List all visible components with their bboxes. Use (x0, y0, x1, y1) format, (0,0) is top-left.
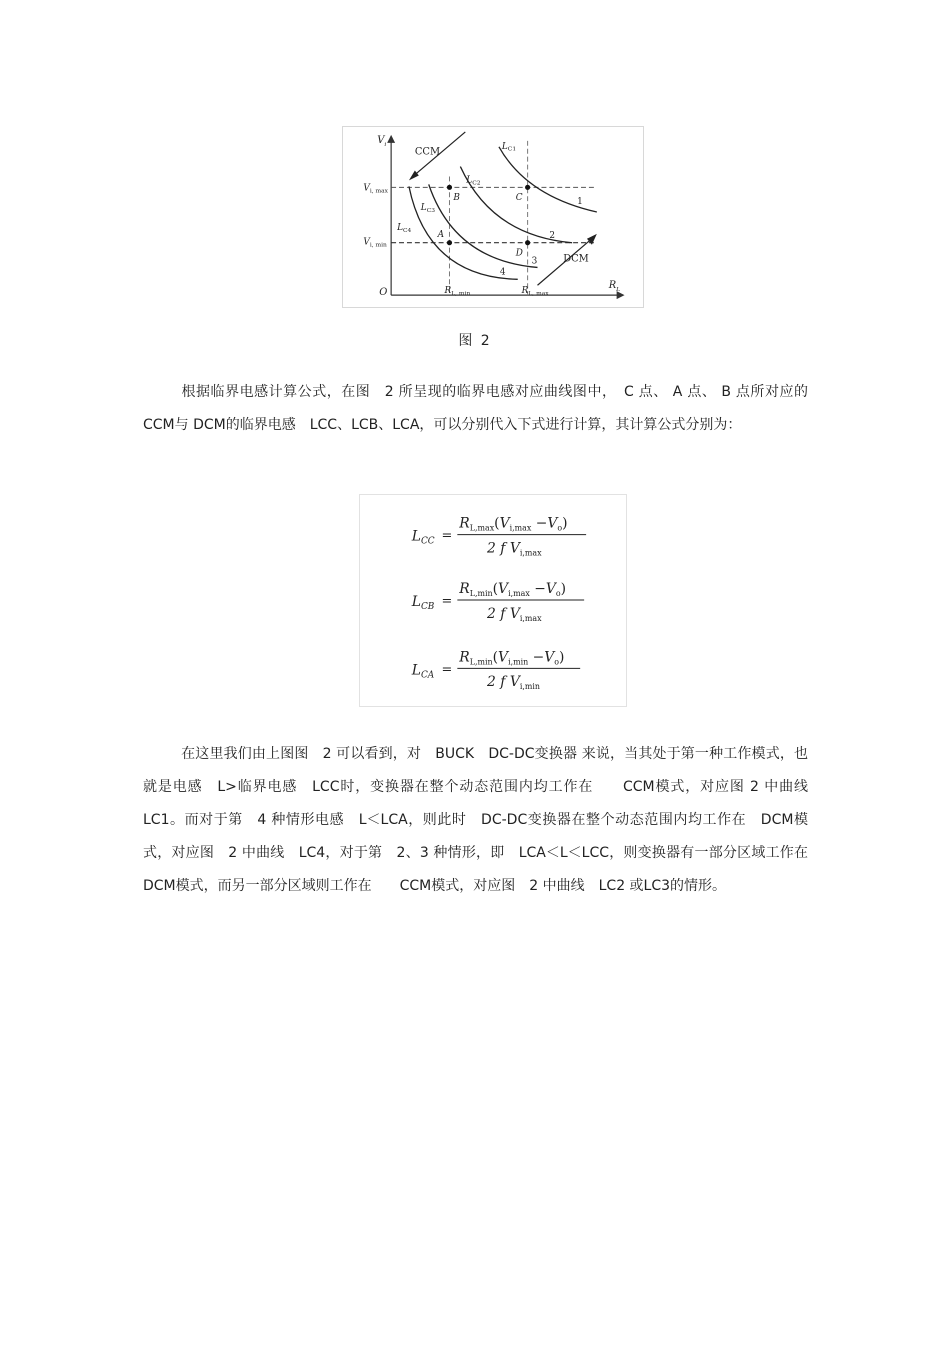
lhs-sub: CA (420, 670, 435, 681)
svg-text:LCB (411, 594, 435, 612)
point-d (525, 240, 530, 245)
vimax-label: V (363, 183, 370, 194)
paragraph-1-text: 根据临界电感计算公式，在图 2 所呈现的临界电感对应曲线图中， C 点、 A 点、 B 点所对应的 CCM与 DCM的临界电感 LCC、LCB、LCA，可以分别代入下式进行计算，其计算公式分别为： (143, 384, 808, 433)
rlmin-label: R (444, 286, 452, 297)
paragraph-2 (143, 738, 836, 903)
den-sub: i,max (519, 548, 542, 558)
point-b (447, 185, 452, 190)
lc2-label-sub: C2 (472, 179, 481, 187)
svg-text:Vi (377, 135, 386, 148)
svg-text:LCC (411, 529, 435, 547)
formula-block (359, 494, 627, 707)
rlmax-label-sub: L, max (528, 290, 549, 298)
den: 2 f V (487, 605, 520, 622)
den: 2 f V (487, 540, 520, 557)
svg-text:RL,min(Vi,max −Vo): $R_{L,min}(V_{i,max} -V_o)$ (459, 581, 567, 599)
lc4-label: L (397, 222, 403, 233)
num-r-sub: L,max (469, 523, 495, 533)
paragraph-2-text: 在这里我们由上图图 2 可以看到，对 BUCK DC-DC变换器 来说，当其处于第一种工作模式，也就是电感 L>临界电感 LCC时，变换器在整个动态范围内均工作在 CCM模式，对应图 2 中曲线 LC1。而对于第 4 种情形电感 L＜LCA，则此时 DC-DC变换器在整个动态范围内均工作在 DCM模式，对应图 2 中曲线 LC4，对于第 2、3 种情形，即 LCA＜L＜LCC，则变换器有一部分区域工作在 DCM模式，而另一部分区域则工作在 CCM模式，对应图 2 中曲线 LC2 或LC3的情形。 (143, 746, 836, 894)
svg-text:Vi, max (363, 183, 388, 194)
dcm-arrow-head (587, 234, 597, 245)
rlmax-label: R (521, 286, 529, 297)
lhs-sub: CC (420, 536, 435, 547)
svg-text:LC1 (501, 142, 516, 153)
formula-lca (411, 649, 580, 691)
svg-text:RL,min(Vi,min −Vo): $R_{L,min}(V_{i,min} -V_o)$ (459, 649, 565, 667)
rlmin-label-sub: L, min (451, 290, 471, 298)
curve-number-3: 3 (531, 256, 538, 267)
point-b-label: B (453, 193, 460, 204)
num-r-sub: L,min (469, 589, 493, 599)
lc1-label: L (501, 141, 508, 152)
vimin-label: V (363, 237, 370, 248)
y-axis-arrow (387, 135, 395, 143)
lhs: L (411, 662, 421, 679)
equals-sign: = (441, 528, 453, 544)
num-vo: V (545, 581, 556, 598)
lhs: L (411, 593, 421, 610)
num-v: V (498, 649, 509, 666)
num-v: V (499, 515, 510, 532)
svg-text:2 f Vi,max (486, 606, 542, 623)
num-vo-sub: o (555, 589, 561, 599)
num-vo-sub: o (554, 657, 560, 667)
lc4-label-sub: C4 (402, 226, 412, 234)
formula-lcc (411, 516, 586, 558)
x-axis-label-sub: L (616, 286, 621, 294)
figure-2 (342, 126, 644, 308)
num-r: R (459, 515, 470, 532)
vimax-label-sub: i, max (369, 187, 389, 195)
equals-sign: = (441, 593, 453, 609)
curve-number-4: 4 (499, 267, 506, 278)
y-axis-label-sub: i (384, 140, 387, 148)
num-v-sub: i,min (508, 657, 529, 667)
curve-number-1: 1 (577, 197, 583, 208)
lhs: L (411, 528, 421, 545)
den-sub: i,min (519, 682, 541, 692)
lhs-sub: CB (420, 601, 435, 612)
num-v-sub: i,max (509, 523, 532, 533)
num-r: R (459, 581, 470, 598)
den: 2 f V (487, 674, 520, 691)
equals-sign: = (441, 662, 453, 678)
ccm-label: CCM (414, 146, 441, 158)
svg-text:LC3 (420, 203, 435, 214)
point-c (525, 185, 530, 190)
dcm-label: DCM (563, 253, 589, 265)
y-axis-label: V (377, 134, 385, 146)
num-r-sub: L,min (469, 657, 493, 667)
origin-label: O (379, 287, 388, 299)
lc3-label-sub: C3 (426, 207, 436, 215)
lc2-label: L (466, 175, 473, 186)
svg-text:RL, min (444, 286, 471, 297)
num-v: V (498, 581, 509, 598)
curve-lc2 (460, 167, 572, 243)
svg-text:LC2 (465, 175, 480, 186)
svg-text:RL,max(Vi,max −Vo): $R_{L,max}(V_{i,max} -V_o)$ (459, 515, 568, 533)
svg-text:LCA (411, 662, 434, 680)
curve-number-2: 2 (549, 230, 556, 241)
num-vo: V (547, 515, 558, 532)
num-vo-sub: o (557, 523, 563, 533)
svg-text:LC4 (396, 223, 411, 234)
curve-lc4 (409, 186, 518, 279)
figure-caption: 图 2 (458, 333, 492, 349)
lc3-label: L (420, 203, 427, 214)
point-d-label: D (515, 248, 523, 259)
formula-svg (360, 495, 626, 706)
formula-lcb (411, 581, 584, 623)
critical-inductance-chart (343, 127, 643, 307)
svg-text:2 f Vi,min (486, 674, 540, 691)
svg-text:RL (608, 280, 620, 293)
point-c-label: C (515, 193, 523, 204)
lc1-label-sub: C1 (507, 145, 517, 153)
vimin-label-sub: i, min (369, 241, 387, 249)
svg-text:2 f Vi,max (486, 540, 542, 557)
den-sub: i,max (519, 613, 542, 623)
num-vo: V (544, 649, 555, 666)
num-v-sub: i,max (508, 589, 530, 599)
point-a-label: A (437, 229, 445, 240)
point-a (447, 240, 452, 245)
x-axis-label: R (608, 280, 617, 292)
paragraph-1 (143, 376, 808, 442)
svg-text:Vi, min (363, 238, 387, 249)
svg-text:RL, max (521, 286, 550, 297)
num-r: R (459, 649, 470, 666)
